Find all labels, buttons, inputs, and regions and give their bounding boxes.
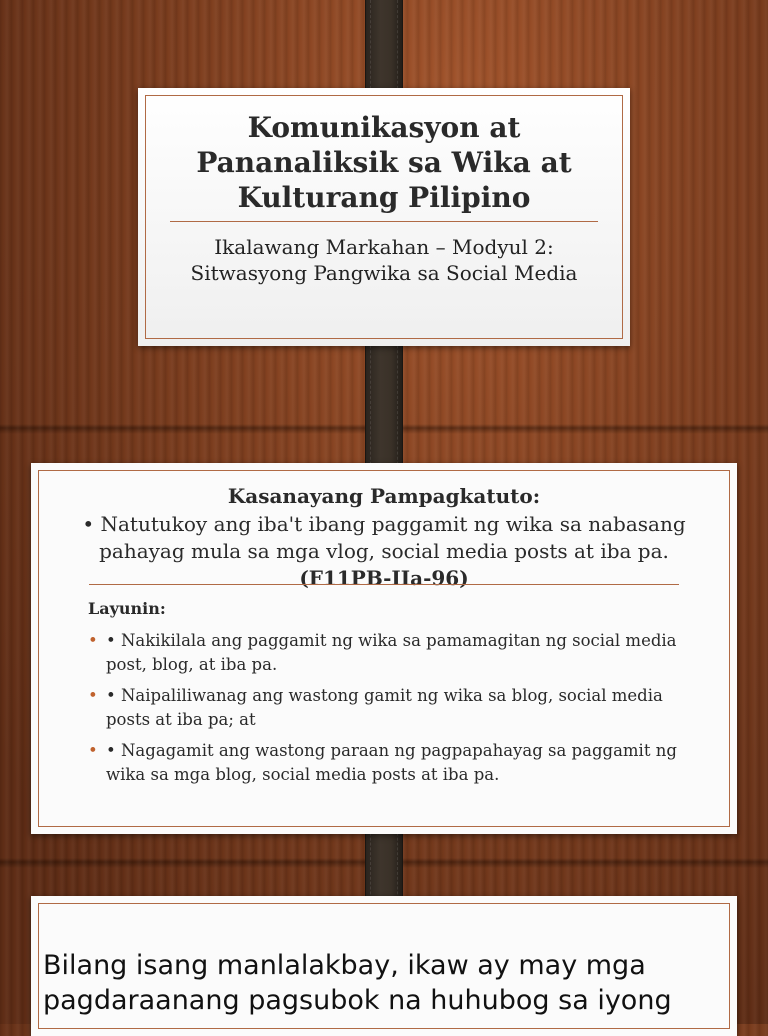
competency-text [71,511,697,592]
strap-middle [365,330,403,480]
goal-text: • Nagagamit ang wastong paraan ng pagpapahayag sa paggamit ng wika sa mga blog, social media posts at iba pa. [106,741,677,784]
intro-text: Bilang isang manlalakbay, ikaw ay may mga pagdaraanang pagsubok na huhubog sa iyong [43,950,672,1016]
goal-text: • Nakikilala ang paggamit ng wika sa pamamagitan ng social media post, blog, at iba pa. [106,631,677,674]
goals-list [88,629,681,794]
layunin-label: Layunin: [88,599,166,618]
competency-code: (F11PB-IIa-96) [299,566,469,590]
objectives-card [31,463,737,834]
goal-text: • Naipaliliwanag ang wastong gamit ng wika sa blog, social media posts at iba pa; at [106,686,663,729]
intro-card [31,896,737,1036]
list-item [88,739,681,787]
title-card [138,88,630,346]
list-item [88,629,681,677]
list-item [88,684,681,732]
page-title: Komunikasyon at Pananaliksik sa Wika at Kulturang Pilipino [196,111,572,214]
title-divider [170,221,598,222]
competency-heading: Kasanayang Pampagkatuto: [227,484,541,508]
bullet-icon: • [88,686,98,705]
bullet-icon: • [88,631,98,650]
competency-description: • Natutukoy ang iba't ibang paggamit ng wika sa nabasang pahayag mula sa mga vlog, social media posts at iba pa. [82,512,686,563]
page-subtitle: Ikalawang Markahan – Modyul 2: Sitwasyong Pangwika sa Social Media [190,235,578,285]
objectives-divider [89,584,679,585]
bullet-icon: • [88,741,98,760]
